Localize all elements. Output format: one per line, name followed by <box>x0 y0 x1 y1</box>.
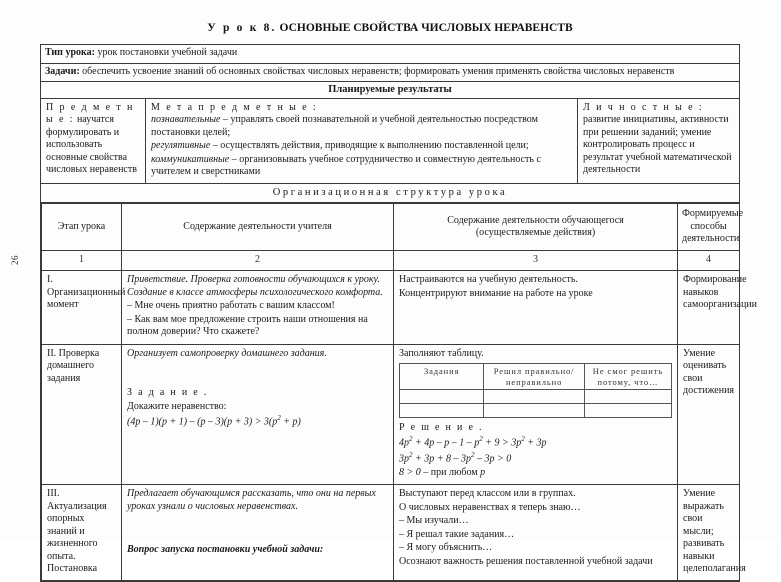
row3-teacher <box>122 485 394 581</box>
col-header-stage: Этап урока <box>42 204 122 251</box>
row2-stage: II. Проверка домашнего задания <box>42 344 122 485</box>
col-header-skills: Формируемые способы деятельности <box>678 204 740 251</box>
meta-results-label: М е т а п р е д м е т н ы е : <box>151 102 318 113</box>
meta-item-communicative <box>151 154 572 179</box>
row3-teacher-intro: Предлагает обучающимся рассказать, что они на первых уроках узнали о числовых неравенствах. <box>127 488 376 512</box>
self-check-cell <box>584 389 671 403</box>
row3-student-line-2: О числовых неравенствах я теперь знаю… <box>399 501 581 513</box>
row3-stage: III. Актуализация опорных знаний и жизненного опыта. Постановка <box>42 485 122 581</box>
meta-kind-cognitive: познавательные <box>151 114 221 126</box>
row2-task-text: Докажите неравенство: <box>127 400 227 412</box>
row1-student <box>394 271 678 345</box>
self-check-cell <box>484 403 585 417</box>
subject-results-cell <box>41 99 146 183</box>
row2-task-math: $(4p - 1)(p + 1) - (p - 3)(p + 3) > 3(p^2 + p)$ <box>127 414 301 428</box>
subject-results-label: П р е д м е т н ы е : <box>46 102 135 126</box>
col-num-2: 2 <box>122 250 394 271</box>
row2-solution-line-2: $3p^2 + 3p + 8 - 3p^2 - 3p > 0$ <box>399 451 512 465</box>
table-row <box>42 485 740 581</box>
col-num-4: 4 <box>678 250 740 271</box>
personal-results-text: развитие инициативы, активности при решении заданий; умение контролировать процесс и результат учебной математической деятельности <box>583 114 732 175</box>
col-header-student-main: Содержание деятельности обучающегося <box>447 214 624 226</box>
meta-text-cognitive: – управлять своей познавательной и учебной деятельностью посредством постановки целей; <box>151 114 538 138</box>
row3-student-line-4: – Я решал такие задания… <box>399 528 515 540</box>
meta-results-cell <box>146 99 578 183</box>
row3-student-line-5: – Я могу объяснить… <box>399 542 493 554</box>
table-row <box>42 271 740 345</box>
meta-kind-regulative: регулятивные <box>151 140 211 152</box>
planned-results-row <box>41 99 739 184</box>
structure-heading: Организационная структура урока <box>41 184 739 203</box>
row2-student <box>394 344 678 485</box>
self-check-header-correct: Решил правильно/ неправильно <box>484 364 585 389</box>
row3-teacher-question: Вопрос запуска постановки учебной задачи: <box>127 544 324 556</box>
lesson-tasks-row <box>41 64 739 83</box>
row3-student-line-1: Выступают перед классом или в группах. <box>399 488 576 500</box>
column-number-row <box>42 250 740 271</box>
row1-teacher-line-1: – Мне очень приятно работать с вашим классом! <box>127 300 335 312</box>
lesson-type-value: урок постановки учебной задачи <box>97 47 238 58</box>
meta-text-regulative: – осуществлять действия, приводящие к выполнению поставленной цели; <box>210 140 529 152</box>
row2-skills: Умение оценивать свои достижения <box>678 344 740 485</box>
lesson-number: У р о к 8. <box>207 22 277 34</box>
col-num-3: 3 <box>394 250 678 271</box>
table-header-row <box>42 204 740 251</box>
meta-item-cognitive <box>151 114 572 139</box>
lesson-structure-table <box>41 203 758 581</box>
row2-task-label: З а д а н и е . <box>127 387 209 399</box>
self-check-table <box>399 363 672 417</box>
row2-solution-label: Р е ш е н и е . <box>399 421 484 433</box>
row2-student-intro: Заполняют таблицу. <box>399 347 484 359</box>
self-check-cell <box>400 403 484 417</box>
row3-student-line-3: – Мы изучали… <box>399 515 469 527</box>
self-check-header-reason: Не смог решить потому, что… <box>584 364 671 389</box>
self-check-header-tasks: Задания <box>400 364 484 389</box>
col-num-1: 1 <box>42 250 122 271</box>
row2-teacher-intro: Организует самопроверку домашнего задания. <box>127 347 327 359</box>
self-check-header-row <box>400 364 672 389</box>
row1-teacher-intro: Приветствие. Проверка готовности обучающихся к уроку. Создание в классе атмосферы психологического комфорта. <box>127 274 383 298</box>
page-title <box>40 22 740 34</box>
col-header-student <box>394 204 678 251</box>
row3-student-line-6: Осознают важность решения поставленной учебной задачи <box>399 555 653 567</box>
row2-solution-line-3: 8 > 0 – при любом p <box>399 466 486 478</box>
row3-skills: Умение выражать свои мысли; развивать навыки целеполагания <box>678 485 740 581</box>
meta-kind-communicative: коммуникативные <box>151 153 230 165</box>
meta-text-communicative: – организовывать учебное сотрудничество и совместную деятельность с учителем и сверстниками <box>151 153 541 177</box>
row1-student-line-1: Настраиваются на учебную деятельность. <box>399 274 578 286</box>
row2-solution-line-1: $4p^2 + 4p - p - 1 - p^2 + 9 > 3p^2 + 3p$ <box>399 435 547 449</box>
row1-teacher-line-2: – Как вам мое предложение строить наши отношения на полном доверии? Что скажете? <box>127 313 368 338</box>
self-check-empty-row <box>400 389 672 403</box>
personal-results-cell <box>578 99 739 183</box>
self-check-cell <box>484 389 585 403</box>
lesson-tasks-label: Задачи: <box>45 65 80 77</box>
table-row <box>42 344 740 485</box>
col-header-teacher: Содержание деятельности учителя <box>122 204 394 251</box>
self-check-empty-row <box>400 403 672 417</box>
meta-item-regulative <box>151 140 572 152</box>
lesson-type-label: Тип урока: <box>45 47 95 58</box>
row3-student <box>394 485 678 581</box>
row1-student-line-2: Концентрируют внимание на работе на уроке <box>399 287 593 299</box>
subject-results-text: научатся формулировать и использовать основные свойства числовых неравенств <box>46 114 137 175</box>
lesson-type-row <box>41 45 739 64</box>
lesson-plan-sheet <box>40 44 758 582</box>
lesson-title: ОСНОВНЫЕ СВОЙСТВА ЧИСЛОВЫХ НЕРАВЕНСТВ <box>279 22 573 34</box>
self-check-cell <box>400 389 484 403</box>
page-number: 26 <box>10 255 20 265</box>
row2-teacher <box>122 344 394 485</box>
planned-results-heading: Планируемые результаты <box>41 82 739 99</box>
row1-stage: I. Организационный момент <box>42 271 122 345</box>
row1-skills: Формирование навыков самоорганизации <box>678 271 740 345</box>
lesson-tasks-value: обеспечить усвоение знаний об основных свойствах числовых неравенств; формировать умения применять свойства числовых неравенств <box>82 65 675 77</box>
row1-teacher <box>122 271 394 345</box>
personal-results-label: Л и ч н о с т н ы е : <box>583 102 704 113</box>
col-header-student-sub: (осуществляемые действия) <box>475 227 596 239</box>
self-check-cell <box>584 403 671 417</box>
